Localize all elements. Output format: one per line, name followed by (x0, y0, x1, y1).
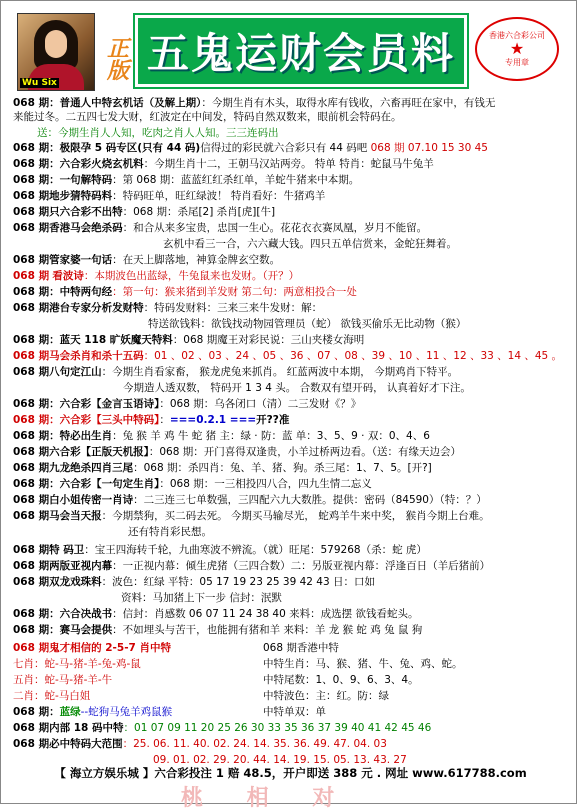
row-35: 068 期鬼才相信的 2-5-7 肖中特 068 期香港中特 (13, 642, 339, 654)
row-9: 068 期香港马会绝杀码：和合从来多宝贵，忠国一生心。花花衣衣赛凤凰，岁月不能留。 (13, 222, 428, 234)
seal-bottom-text: 专用章 (505, 58, 529, 67)
row-16: 068 期：蓝天 118 旷妖魔天特料：068 期魔王对彩民说：三山夹楼女海明 (13, 334, 365, 346)
row-15: 特送欲钱料：欲钱找动物园管理员（蛇） 欲钱买偷乐无比动物（猴） (148, 318, 467, 330)
row-22: 068 期：特必出生肖：兔 猴 羊 鸡 牛 蛇 猪 主：绿 · 防：蓝 单：3、5、9 · 双：0、4、6 (13, 430, 430, 442)
row-14: 068 期港台专家分析发财特：特码发财料：三来三来牛发财：解： (13, 302, 323, 314)
row-7: 068 期地步猜特码料：特码旺单，旺红绿波！ 特肖看好：牛猪鸡羊 (13, 190, 326, 202)
row-5: 068 期：六合彩火烧玄机料：今期生肖十二，王朝马汉站两旁。 特单 特肖：蛇鼠马牛兔羊 (13, 158, 434, 170)
content-rows (13, 97, 568, 765)
row-11: 068 期管家婆一句话：在天上脚落地，神算金牌玄空数。 (13, 254, 281, 266)
row-8: 068 期只六合彩不出特：068 期：杀尾[2] 杀肖[虎][牛] (13, 206, 276, 218)
row-38: 二肖：蛇-马白姐 中特波色：主：红。防：绿 (13, 690, 389, 702)
row-26: 068 期白小姐传密一肖诗：二三连三七单数强，三四配六九大数胜。提供：密码（84590）（特：？） (13, 494, 487, 506)
watermark-text: 桃 相 对 (181, 786, 353, 811)
seal-top-text: 香港六合彩公司 (489, 31, 545, 40)
footer-ad: 【 海立方娱乐城 】六合彩投注 1 赔 48.5，开户即送 388 元 . 网址 www.617788.com (54, 766, 527, 780)
host-photo (17, 13, 95, 91)
row-13: 068 期：中特两句经：第一句：猴来猪到羊发财 第二句：两意相投合一处 (13, 286, 357, 298)
row-10: 玄机中看三一合，六六藏大钱。四只五单信赏来，金蛇狂舞着。 (163, 238, 457, 250)
row-20: 068 期：六合彩【金言玉语诗】：068 期：乌各闭口（清）二三发财《？》 (13, 398, 362, 410)
row-18: 068 期八句定江山：今期生肖看家畜， 猴龙虎兔来抓肖。 红蓝两波中本期， 今期鸡肖下特平。 (13, 366, 459, 378)
row-24: 068 期九龙绝杀四肖三尾：068 期：杀四肖：兔、羊、猪、狗。杀三尾：1、7、5。[开?] (13, 462, 432, 474)
row-25: 068 期：六合彩【一句定生肖】：068 期：一三相投四八合，四九生情二忘义 (13, 478, 372, 490)
row-29: 068 期特 码卫：宝王四海转千轮，九曲寒波不辨流。（就）旺尾：579268（杀：蛇 虎） (13, 544, 427, 556)
row-6: 068 期：一句解特码：第 068 期：蓝蓝红红杀红单，羊蛇牛猪来中本期。 (13, 174, 360, 186)
photo-tag: Wu Six (22, 78, 57, 88)
row-28: 还有特肖彩民想。 (128, 526, 212, 538)
row-12: 068 期 看波诗：本期波色出蓝绿，牛兔鼠来也发财。（开？） (13, 270, 300, 282)
row-21: 068 期：六合彩【三头中特码】：===0.2.1 ===开??准 (13, 414, 290, 426)
row-37: 五肖：蛇-马-猪-羊-牛 中特尾数：1、0、9、6、3、4。 (13, 674, 419, 686)
header (1, 1, 577, 97)
row-17: 068 期马会杀肖和杀十五码：01 、02 、03 、24 、05 、36 、07 、08 、39 、10 、11 、12 、33 、14 、45 。 (13, 350, 563, 362)
page-title-banner (135, 15, 467, 87)
row-39: 068 期：蓝绿--蛇狗马兔羊鸡鼠猴 中特单双：单 (13, 706, 326, 718)
row-33: 068 期：六合决战书：信封：肖感数 06 07 11 24 38 40 来料：成选摆 欲钱看蛇头。 (13, 608, 419, 620)
row-41: 068 期必中特码大范围：25. 06. 11. 40. 02. 24. 14. 35. 36. 49. 47. 04. 03 (13, 738, 387, 750)
row-42: 09. 01. 02. 29. 20. 44. 14. 19. 15. 05. 13. 43. 27 (153, 754, 407, 766)
zheng-ban-label: 正版 (106, 37, 129, 84)
row-34: 068 期：赛马会提供：不如埋头与苦干，也能拥有猪和羊 来料：羊 龙 猴 蛇 鸡 兔 鼠 狗 (13, 624, 423, 636)
row-23: 068 期六合彩【正版天机报】：068 期：开门喜得双逢贵，小羊过桥两边看。（送：有缘天边会） (13, 446, 461, 458)
row-19: 今期造人透双数， 特码开 1 3 4 头。 合数双有望开码， 认真着好才下注。 (123, 382, 471, 394)
seal-star-icon: ★ (509, 39, 525, 58)
row-40: 068 期内部 18 码中特：01 07 09 11 20 25 26 30 33 35 36 37 39 40 41 42 45 46 (13, 722, 432, 734)
row-30: 068 期两版亚视内幕：一正视内幕：倾生虎猪（三四合数）二：另版亚视内幕：浮逢百日（羊后猪前） (13, 560, 491, 572)
row-4: 068 期：极限孕 5 码专区(只有 44 码)信得过的彩民就六合彩只有 44 码吧 068 期 07.10 15 30 45 (13, 142, 488, 154)
page-title: 五鬼运财会员料 (146, 29, 455, 78)
company-seal (475, 17, 559, 81)
row-27: 068 期马会当天报：今期禁狗，买二码去死。 今期买马输尽光， 蛇鸡羊牛来中奖， 猴肖今期上台难。 (13, 510, 490, 522)
row-36: 七肖：蛇-马-猪-羊-兔-鸡-鼠 中特生肖：马、猴、猪、牛、兔、鸡、蛇。 (13, 658, 463, 670)
row-1: 068 期：普通人中特玄机话（及解上期）：今期生肖有木头，取得水库有钱收，六畜再旺在家中，有钱无 (13, 97, 496, 109)
row-32: 资料：马加猪上下一步 信封：泯默 (121, 592, 282, 604)
row-3: 送：今期生肖人人知，吃肉之肖人人知。三三连码出 (37, 127, 279, 139)
row-31: 068 期双龙戏珠料：波色：红绿 平特：05 17 19 23 25 39 42 43 日：口如 (13, 576, 376, 588)
row-2: 来能过冬。二五四七发大财，红波定在中间发，特码自然双数来，眼前机会特码在。 (13, 111, 402, 123)
